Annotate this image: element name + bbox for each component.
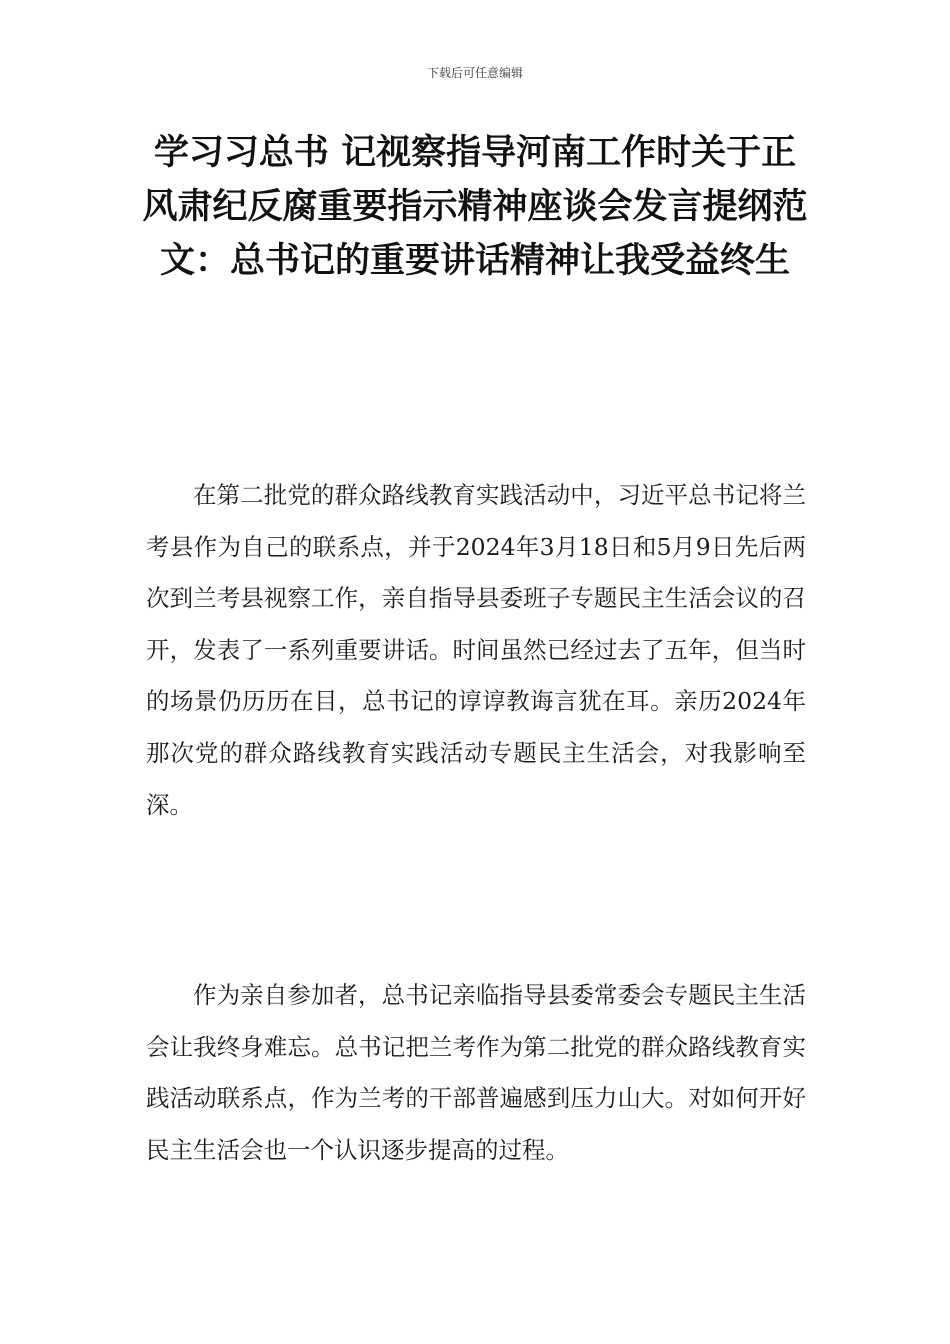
body-paragraph-1: 在第二批党的群众路线教育实践活动中，习近平总书记将兰考县作为自己的联系点，并于2024年3月18日和5月9日先后两次到兰考县视察工作，亲自指导县委班子专题民主生活会议的召开，发表了一系列重要讲话。时间虽然已经过去了五年，但当时的场景仍历历在目，总书记的谆谆教诲言犹在耳。亲历2024年那次党的群众路线教育实践活动专题民主生活会，对我影响至深。: [146, 481, 806, 819]
document-title: 学习习总书 记视察指导河南工作时关于正风肃纪反腐重要指示精神座谈会发言提纲范文：总书记的重要讲话精神让我受益终生: [142, 133, 808, 281]
body-paragraph-2: 作为亲自参加者，总书记亲临指导县委常委会专题民主生活会让我终身难忘。总书记把兰考作为第二批党的群众路线教育实践活动联系点，作为兰考的干部普遍感到压力山大。对如何开好民主生活会也一个认识逐步提高的过程。: [146, 981, 806, 1164]
header-note: 下载后可任意编辑: [426, 66, 523, 80]
